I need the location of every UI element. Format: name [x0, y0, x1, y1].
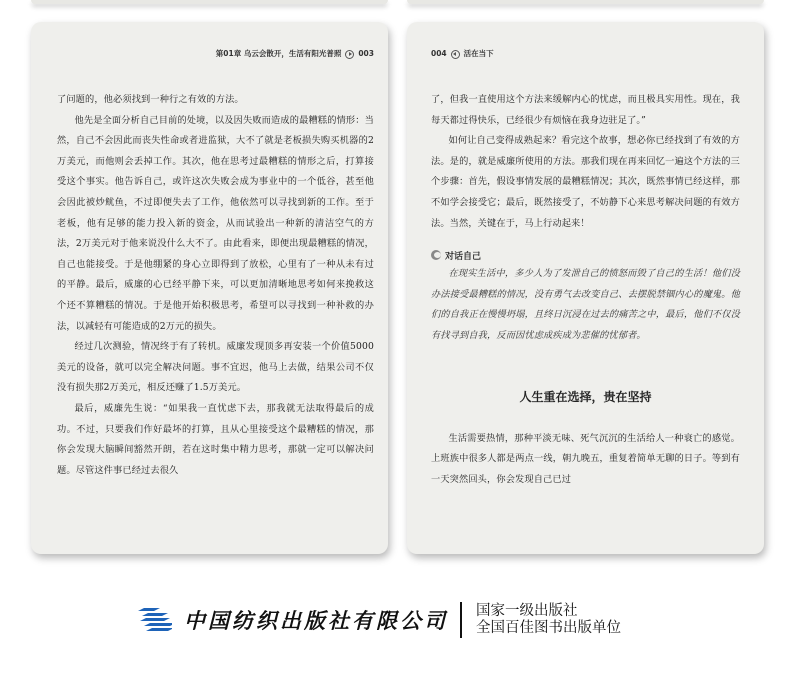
publisher-footer: [136, 600, 621, 640]
running-head-right: [431, 48, 740, 60]
chapter-title: 第01章 乌云会散开，生活有阳光普照: [215, 49, 342, 58]
page-number-right: 004: [431, 49, 447, 58]
body-paragraph: 他先是全面分析自己目前的处境，以及因失败而造成的最糟糕的情形：当然，自己不会因此而丧失性命或者进监狱，大不了就是老板损失购买机器的2万美元，而他则会丢掉工作。其次，他在思考过最糟糕的情形之后，打算接受这个事实。他告诉自己，或许这次失败会成为事业中的一个低谷，甚至他会因此被炒鱿鱼，不过即便失去了工作，他依然可以寻找到新的工作。至于老板，他有足够的能力投入新的资金，从而试验出一种新的清洁空气的方法，2万美元对于他来说没什么大不了。由此看来，即便出现最糟糕的情况，自己也能接受。于是他绷紧的身心立即得到了放松，心里有了一种从未有过的平静。最后，威廉的心已经平静下来，可以更加清晰地思考如何来挽救这个还不算糟糕的情况。于是他开始积极思考，希望可以寻找到一种补救的办法，以减轻有可能造成的2万元的损失。: [57, 114, 374, 332]
dialogue-text: 在现实生活中，多少人为了发泄自己的愤怒而毁了自己的生活！他们没办法接受最糟糕的情况，没有勇气去改变自己、去摆脱禁锢内心的魔鬼。他们的自我正在慢慢坍塌，且终日沉浸在过去的痛苦之中，最后，他们不仅没有找寻到自我，反而因忧虑成疾成为悲催的忧郁者。: [431, 268, 740, 341]
previous-page-edge-right: [407, 0, 764, 4]
dialogue-section-label: [431, 248, 740, 262]
tagline-line-1: 国家一级出版社: [476, 603, 578, 619]
arrow-right-icon: [345, 50, 354, 59]
running-head-left: [57, 48, 374, 60]
body-paragraph: 如何让自己变得成熟起来？看完这个故事，想必你已经找到了有效的方法。是的，就是威廉所使用的方法。那我们现在再来回忆一遍这个方法的三个步骤：首先，假设事情发展的最糟糕情况；其次，既然事情已经这样，那不如学会接受它；最后，既然接受了，不妨静下心来思考解决问题的有效方法。当然，关键在于，马上行动起来！: [431, 135, 740, 229]
page-body-right: [431, 90, 740, 234]
publisher-logo-icon: [136, 605, 172, 635]
speech-moon-icon: [431, 250, 441, 260]
body-paragraph: 了问题的，他必须找到一种行之有效的方法。: [57, 94, 244, 105]
book-title: 活在当下: [463, 49, 494, 58]
dialogue-label: 对话自己: [445, 251, 482, 262]
book-page-left: [31, 22, 388, 554]
section-title: 人生重在选择，贵在坚持: [519, 389, 652, 404]
footer-divider: [460, 602, 462, 638]
tagline-line-2: 全国百佳图书出版单位: [476, 620, 621, 636]
page-number-left: 003: [358, 49, 374, 58]
body-paragraph: 最后，威廉先生说：“如果我一直忧虑下去，那我就无法取得最后的成功。不过，只要我们作好最坏的打算，且从心里接受这个最糟糕的情况，那你会发现大脑瞬间豁然开朗，若在这时集中精力思考，那就一定可以解决问题。尽管这件事已经过去很久: [57, 402, 374, 476]
section-paragraph: 生活需要热情，那种平淡无味、死气沉沉的生活给人一种衰亡的感觉。上班族中很多人都是两点一线，朝九晚五，重复着简单无聊的日子。等到有一天突然回头，你会发现自己已过: [431, 432, 740, 485]
page-body-left: [57, 90, 374, 481]
arrow-left-icon: [451, 50, 460, 59]
publisher-name: 中国纺织出版社有限公司: [184, 608, 448, 633]
book-page-right: [407, 22, 764, 554]
body-paragraph: 经过几次测验，情况终于有了转机。威廉发现顶多再安装一个价值5000美元的设备，就可以完全解决问题。事不宜迟，他马上去做，结果公司不仅没有损失那2万美元，相反还赚了1.5万美元。: [57, 341, 374, 394]
body-paragraph: 了，但我一直使用这个方法来缓解内心的忧虑，而且极具实用性。现在，我每天都过得快乐，已经很少有烦恼在我身边驻足了。”: [431, 94, 740, 126]
publisher-tagline: [476, 603, 621, 637]
previous-page-edge-left: [31, 0, 388, 4]
